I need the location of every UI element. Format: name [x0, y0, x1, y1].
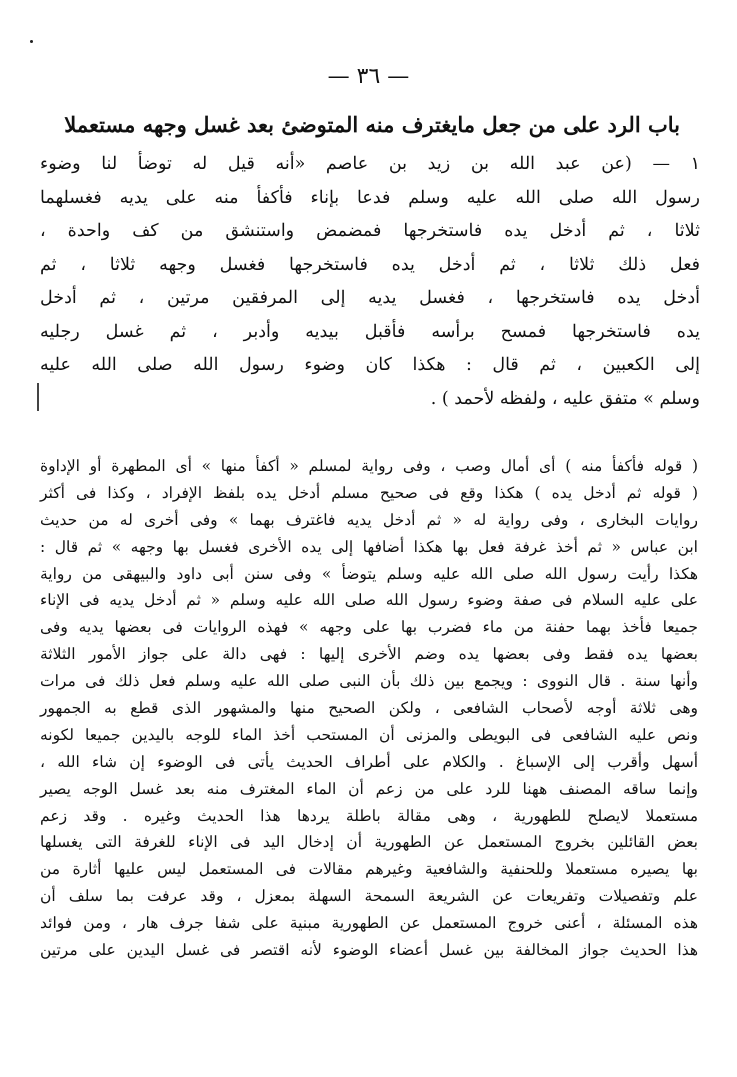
- hadith-line: ثلاثا ، ثم أدخل يده فاستخرجها فمضمض واستنشق من كف واحدة ،: [40, 221, 700, 241]
- commentary-line: بعضها يده فقط وفى بعضها يده وضم الأخرى إليها : فهى دالة على جواز الأمور الثلاثة: [40, 645, 698, 664]
- hadith-line: وسلم » متفق عليه ، ولفظه لأحمد ) .: [430, 388, 700, 409]
- hadith-line: يده فاستخرجها فمسح برأسه فأقبل بيديه وأدبر ، ثم غسل رجليه: [40, 321, 700, 342]
- commentary-line: هكذا رأيت رسول الله صلى الله عليه وسلم يتوضأ » وفى سنن أبى داود والبيهقى من رواية: [40, 564, 698, 583]
- hadith-text: [40, 148, 700, 416]
- hadith-line: رسول الله صلى الله عليه وسلم فدعا بإناء فأكفأ منه على يديه فغسلهما: [40, 187, 700, 208]
- commentary-line: ( قوله فأكفأ منه ) أى أمال وصب ، وفى رواية لمسلم « أكفأ منها » أى المطهرة أو الإداوة: [40, 457, 698, 475]
- commentary-text: [40, 453, 698, 964]
- commentary-line: على عليه السلام فى صفة وضوء رسول الله صلى الله عليه وسلم « ثم أدخل يديه فى الإناء: [40, 591, 698, 610]
- hadith-line: فعل ذلك ثلاثا ، ثم أدخل يده فاستخرجها فغسل وجهه ثلاثا ، ثم: [40, 254, 700, 275]
- commentary-line: ونص عليه الشافعى فى البويطى والمزنى أن المستحب أخذ الماء للوجه باليدين جميعا لكونه: [40, 725, 698, 744]
- commentary-line: مستعملا لايصلح للطهورية ، وهى مقالة باطلة يردها هذا الحديث وغيره . وقد زعم: [40, 806, 698, 825]
- scan-dot: [30, 40, 33, 43]
- hadith-line: أدخل يده فاستخرجها ، فغسل يديه إلى المرفقين مرتين ، ثم أدخل: [40, 288, 700, 308]
- hadith-line: إلى الكعبين ، ثم قال : هكذا كان وضوء رسول الله صلى الله عليه: [40, 355, 700, 375]
- commentary-line: بها يصيره مستعملا وللحنفية والشافعية وغيرهم مقالات فى المستعمل ليس عليها أثارة من: [40, 860, 698, 879]
- page-number: — ٣٦ —: [327, 64, 410, 89]
- commentary-line: جميعا فأخذ بهما حفنة من ماء فضرب بها على وجهه » فهذه الروايات فى بعضها يديه وفى: [40, 618, 698, 637]
- chapter-title: باب الرد على من جعل مايغترف منه المتوضئ بعد غسل وجهه مستعملا: [64, 112, 680, 137]
- commentary-line: ابن عباس « ثم أخذ غرفة فعل بها هكذا أضافها إلى يده الأخرى فغسل بها وجهه » ثم قال :: [40, 537, 698, 556]
- commentary-line: هذه المسئلة ، أعنى خروج المستعمل عن الطهورية مبنية على شفا جرف هار ، ومن فوائد: [40, 914, 698, 933]
- commentary-line: علم وتفصيلات وتفريعات عن الشريعة السمحة السهلة بمعزل ، وقد عرفت بما سلف أن: [40, 887, 698, 906]
- commentary-line: وهى ثلاثة أوجه لأصحاب الشافعى ، ولكن الصحيح منها والمشهور الذى قطع به الجمهور: [40, 699, 698, 718]
- commentary-line: روايات البخارى ، وفى رواية له « ثم أدخل يديه فاغترف بهما » وفى أخرى له من حديث: [40, 510, 698, 529]
- commentary-line: أسهل وأقرب إلى الإسباغ . والكلام على أطراف الحديث يأتى فى الوضوء إن شاء الله ،: [40, 752, 698, 771]
- commentary-line: وإنما ساقه المصنف ههنا للرد على من زعم أن الماء المغترف منه بعد غسل الوجه يصير: [40, 779, 698, 798]
- hadith-line: ١ — (عن عبد الله بن زيد بن عاصم «أنه قيل له توضأ لنا وضوء: [40, 154, 700, 174]
- margin-bracket: [37, 383, 39, 411]
- commentary-line: ( قوله ثم أدخل يده ) هكذا وقع فى صحيح مسلم أدخل يده بلفظ الإفراد ، وكذا فى أكثر: [40, 483, 698, 502]
- commentary-line: وأنها سنة . قال النووى : ويجمع بين ذلك بأن النبى صلى الله عليه وسلم فعل ذلك فى مرات: [40, 672, 698, 691]
- commentary-line: بعض القائلين بخروج المستعمل عن الطهورية أن إدخال اليد فى الإناء للغرفة التى يغسلها: [40, 833, 698, 852]
- commentary-line: هذا الحديث جواز المخالفة بين غسل أعضاء الوضوء لأنه اقتصر فى غسل اليدين على مرتين: [40, 941, 698, 960]
